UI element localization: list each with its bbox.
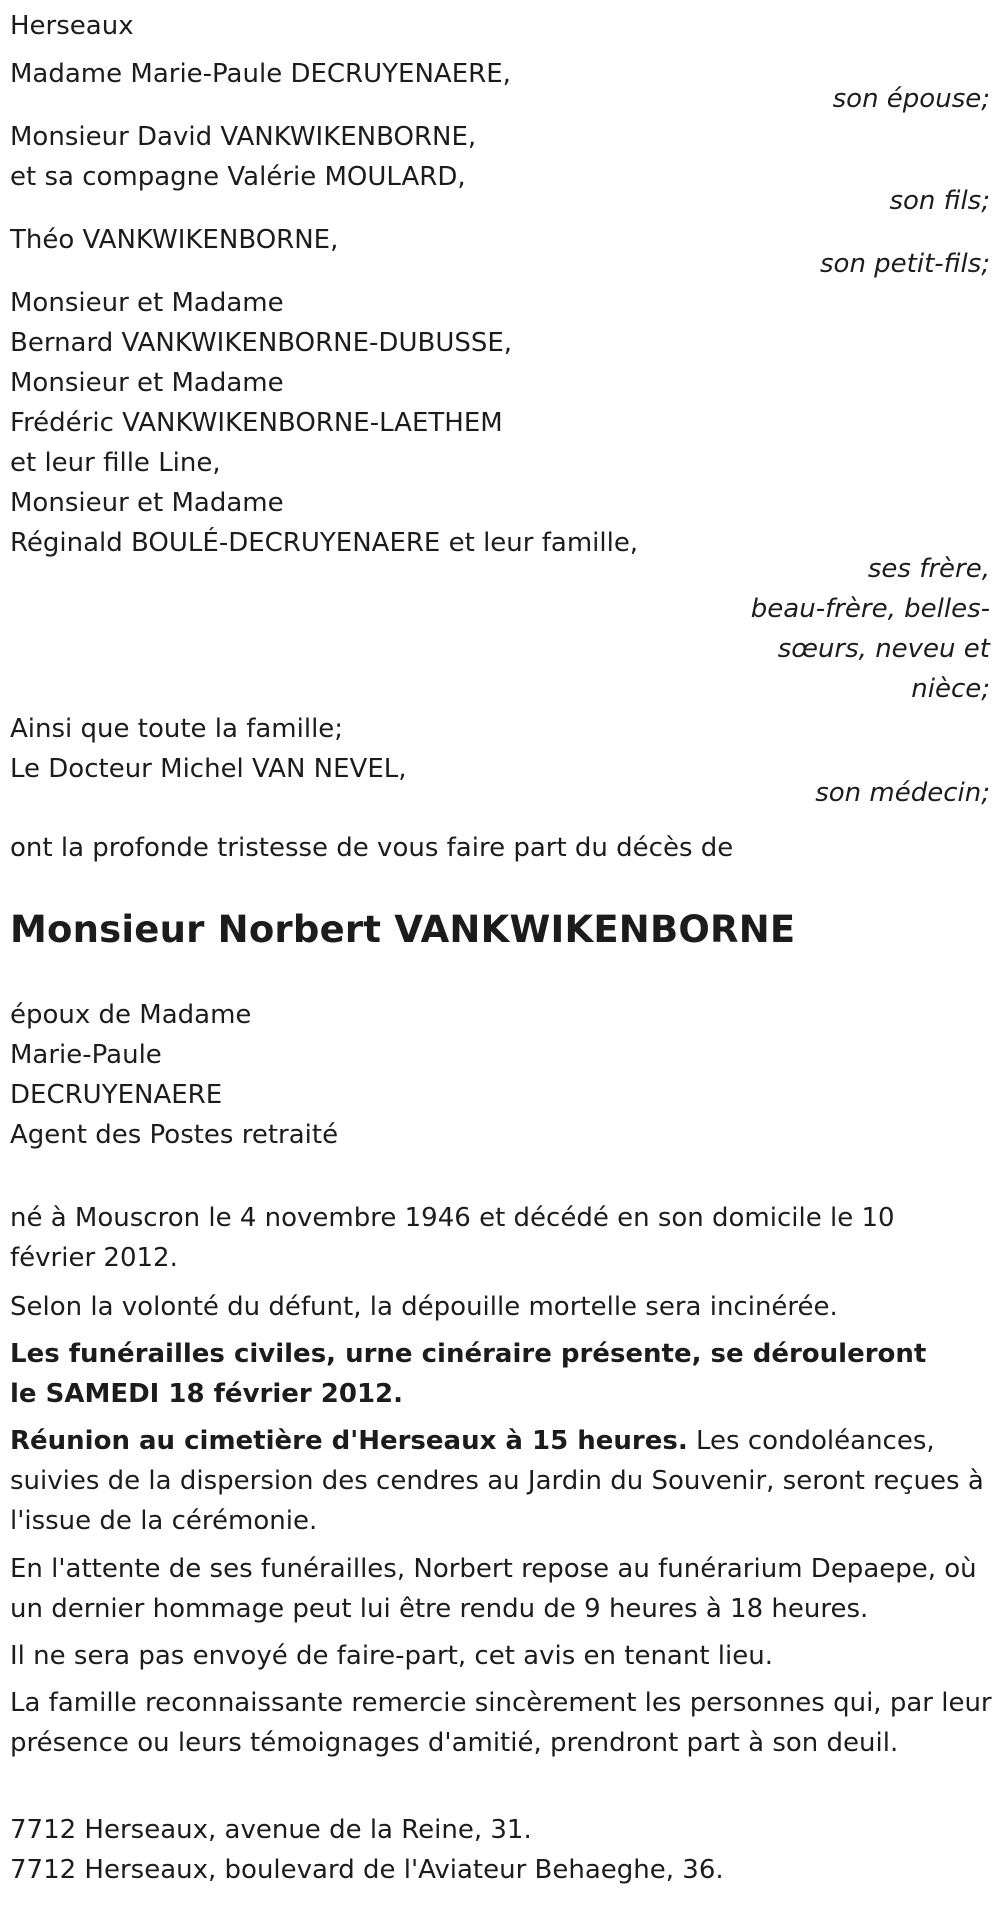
spouse-name: Madame Marie-Paule DECRUYENAERE,	[10, 59, 511, 89]
sibling-line: Réginald BOULÉ-DECRUYENAERE et leur famille,	[10, 528, 639, 558]
grandson-name: Théo VANKWIKENBORNE,	[10, 225, 339, 255]
grandson-relation: son petit-fils;	[819, 249, 990, 279]
meeting-bold-text: Réunion au cimetière d'Herseaux à 15 heures.	[10, 1426, 688, 1456]
address-line: 7712 Herseaux, boulevard de l'Aviateur Behaeghe, 36.	[10, 1855, 724, 1885]
sibling-line: Bernard VANKWIKENBORNE-DUBUSSE,	[10, 328, 513, 358]
repose-paragraph: En l'attente de ses funérailles, Norbert repose au funérarium Depaepe, où un dernier hommage peut lui être rendu de 9 heures à 18 heures.	[10, 1554, 977, 1624]
deceased-name: Monsieur Norbert VANKWIKENBORNE	[10, 908, 796, 951]
no-card-paragraph: Il ne sera pas envoyé de faire-part, cet avis en tenant lieu.	[10, 1641, 773, 1671]
doctor-relation: son médecin;	[815, 778, 990, 808]
spouse-relation: son épouse;	[832, 84, 990, 114]
address-line: 7712 Herseaux, avenue de la Reine, 31.	[10, 1815, 532, 1845]
sibling-line: et leur fille Line,	[10, 448, 221, 478]
siblings-relation: nièce;	[911, 674, 990, 704]
funeral-paragraph: Les funérailles civiles, urne cinéraire présente, se dérouleront le SAMEDI 18 février 2012.	[10, 1339, 927, 1409]
siblings-relation: sœurs, neveu et	[777, 634, 990, 664]
son-partner: et sa compagne Valérie MOULARD,	[10, 162, 466, 192]
deceased-occupation: Agent des Postes retraité	[10, 1120, 339, 1150]
sibling-line: Monsieur et Madame	[10, 488, 284, 518]
doctor-name: Le Docteur Michel VAN NEVEL,	[10, 754, 407, 784]
son-relation: son fils;	[889, 186, 990, 216]
place-header: Herseaux	[10, 11, 134, 41]
cremation-paragraph: Selon la volonté du défunt, la dépouille mortelle sera incinérée.	[10, 1292, 838, 1322]
sibling-line: Frédéric VANKWIKENBORNE-LAETHEM	[10, 408, 503, 438]
siblings-relation: ses frère,	[867, 554, 990, 584]
all-family: Ainsi que toute la famille;	[10, 714, 344, 744]
deceased-detail: DECRUYENAERE	[10, 1080, 223, 1110]
sibling-line: Monsieur et Madame	[10, 288, 284, 318]
deceased-detail: époux de Madame	[10, 1000, 252, 1030]
siblings-relation: beau-frère, belles-	[750, 594, 990, 624]
sibling-line: Monsieur et Madame	[10, 368, 284, 398]
deceased-detail: Marie-Paule	[10, 1040, 162, 1070]
thanks-paragraph: La famille reconnaissante remercie sincèrement les personnes qui, par leur présence ou leurs témoignages d'amitié, prendront part à son deuil.	[10, 1688, 992, 1758]
son-name: Monsieur David VANKWIKENBORNE,	[10, 122, 477, 152]
announcement-text: ont la profonde tristesse de vous faire part du décès de	[10, 833, 734, 863]
meeting-rest-text: Les condoléances, suivies de la dispersion des cendres au Jardin du Souvenir, seront reçues à l'issue de la cérémonie.	[10, 1426, 984, 1536]
birth-death-paragraph: né à Mouscron le 4 novembre 1946 et décédé en son domicile le 10 février 2012.	[10, 1203, 895, 1273]
meeting-paragraph	[10, 1421, 1000, 1541]
